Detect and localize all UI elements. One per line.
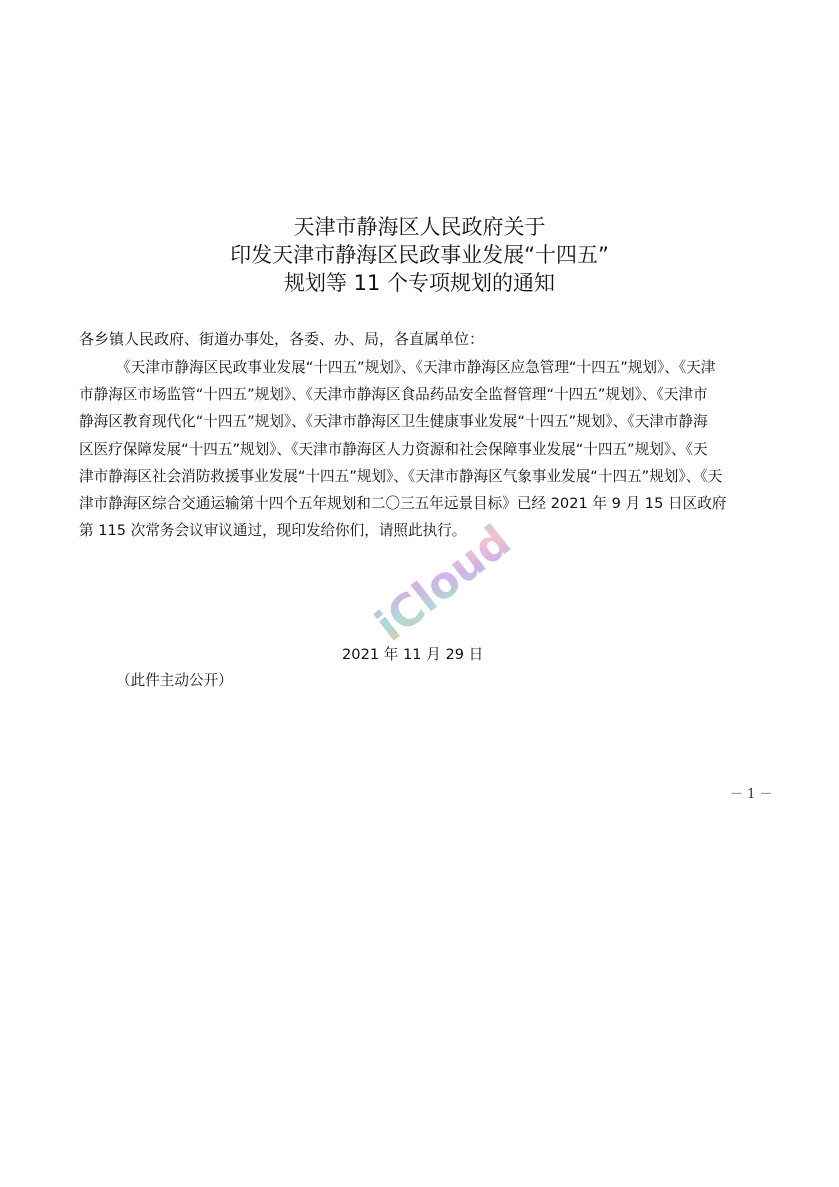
- title-line-1: 天津市静海区人民政府关于: [293, 215, 546, 239]
- cloud-watermark-icon: [366, 515, 521, 652]
- title-line-2: 印发天津市静海区民政事业发展“十四五”: [230, 243, 609, 267]
- body-line: 《天津市静海区民政事业发展“十四五”规划》、《天津市静海区应急管理“十四五”规划》、《天津: [116, 359, 716, 376]
- salutation: 各乡镇人民政府、街道办事处，各委、办、局，各直属单位：: [79, 330, 485, 348]
- body-line: 第 115 次常务会议审议通过，现印发给你们，请照此执行。: [79, 522, 467, 540]
- body-line: 区医疗保障发展“十四五”规划》、《天津市静海区人力资源和社会保障事业发展“十四五”规划》、《天: [79, 440, 708, 458]
- body-line: 津市静海区社会消防救援事业发展“十四五”规划》、《天津市静海区气象事业发展“十四五”规划》、《天: [79, 467, 723, 485]
- issue-date: 2021 年 11 月 29 日: [342, 646, 484, 663]
- document-title: [0, 213, 839, 297]
- disclosure-note: （此件主动公开）: [116, 672, 233, 689]
- body-line: 市静海区市场监管“十四五”规划》、《天津市静海区食品药品安全监督管理“十四五”规划》、《天津市: [79, 386, 708, 404]
- body-paragraph: [79, 354, 771, 544]
- watermark-text: iCloud: [366, 515, 521, 652]
- page-number: － 1 －: [730, 787, 773, 802]
- title-line-3: 规划等 11 个专项规划的通知: [283, 271, 556, 295]
- body-line: 津市静海区综合交通运输第十四个五年规划和二〇三五年远景目标》已经 2021 年 9 月 15 日区政府: [79, 495, 727, 513]
- body-line: 静海区教育现代化“十四五”规划》、《天津市静海区卫生健康事业发展“十四五”规划》、《天津市静海: [79, 413, 708, 431]
